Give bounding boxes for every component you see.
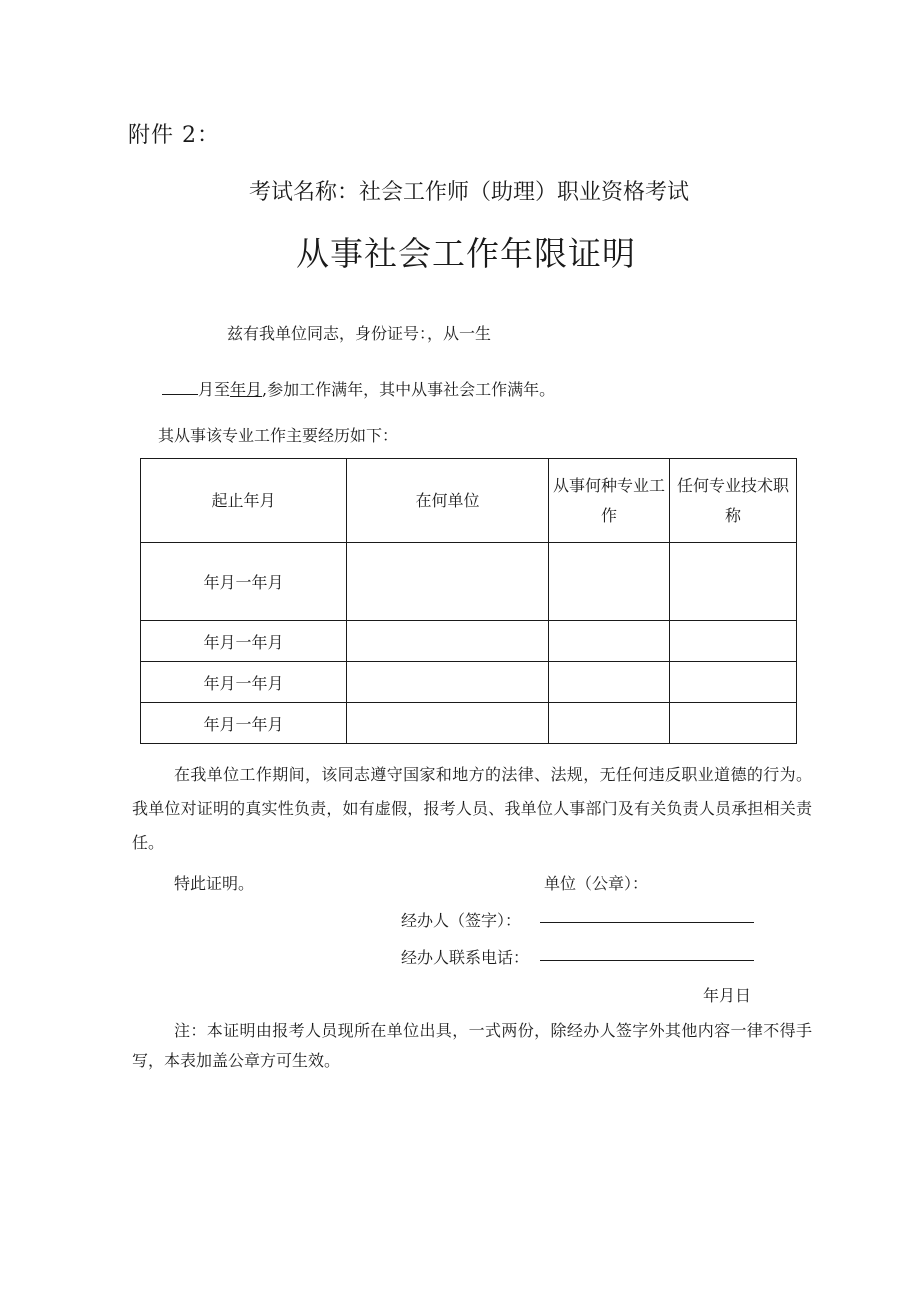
intro-line-2-underlined: 年月 — [230, 380, 263, 399]
handler-signature-label: 经办人（签字）： — [401, 911, 522, 930]
intro-line-2-start: 月至 — [198, 380, 231, 399]
cell-unit — [347, 703, 549, 744]
document-title: 从事社会工作年限证明 — [296, 234, 636, 273]
cell-work — [549, 703, 670, 744]
header-title: 任何专业技术职称 — [670, 459, 797, 543]
header-period: 起止年月 — [141, 459, 347, 543]
table-row — [141, 543, 797, 621]
cell-period: 年月一年月 — [141, 703, 347, 744]
cell-unit — [347, 543, 549, 621]
table-row — [141, 621, 797, 662]
certify-text: 特此证明。 — [174, 874, 255, 893]
table-row — [141, 703, 797, 744]
cell-title — [670, 543, 797, 621]
table-header-row — [141, 459, 797, 543]
cell-work — [549, 543, 670, 621]
handler-phone-label: 经办人联系电话： — [401, 948, 530, 967]
blank-field — [162, 380, 198, 395]
unit-seal-label: 单位（公章）： — [544, 874, 649, 893]
intro-line-2 — [162, 377, 555, 400]
table-row — [141, 662, 797, 703]
intro-line-2-end: ,参加工作满年，其中从事社会工作满年。 — [262, 380, 556, 399]
cell-period: 年月一年月 — [141, 543, 347, 621]
cell-title — [670, 662, 797, 703]
handler-signature-line[interactable] — [540, 922, 754, 923]
cell-title — [670, 703, 797, 744]
cell-period: 年月一年月 — [141, 662, 347, 703]
header-unit: 在何单位 — [347, 459, 549, 543]
footnote: 注：本证明由报考人员现所在单位出具，一式两份，除经办人签字外其他内容一律不得手写，本表加盖公章方可生效。 — [132, 1021, 812, 1070]
intro-line-3: 其从事该专业工作主要经历如下： — [158, 426, 399, 445]
date-line: 年月日 — [703, 986, 752, 1005]
declaration-paragraph: 在我单位工作期间，该同志遵守国家和地方的法律、法规，无任何违反职业道德的行为。我单位对证明的真实性负责，如有虚假，报考人员、我单位人事部门及有关负责人员承担相关责任。 — [132, 765, 812, 852]
cell-period: 年月一年月 — [141, 621, 347, 662]
exam-name: 考试名称：社会工作师（助理）职业资格考试 — [248, 180, 689, 205]
attachment-label: 附件 2： — [128, 123, 220, 148]
header-work: 从事何种专业工作 — [549, 459, 670, 543]
intro-line-1: 兹有我单位同志，身份证号：，从一生 — [227, 324, 492, 343]
cell-work — [549, 662, 670, 703]
cell-unit — [347, 621, 549, 662]
handler-phone-line[interactable] — [540, 960, 754, 961]
cell-unit — [347, 662, 549, 703]
cell-title — [670, 621, 797, 662]
cell-work — [549, 621, 670, 662]
work-history-table — [140, 458, 797, 744]
